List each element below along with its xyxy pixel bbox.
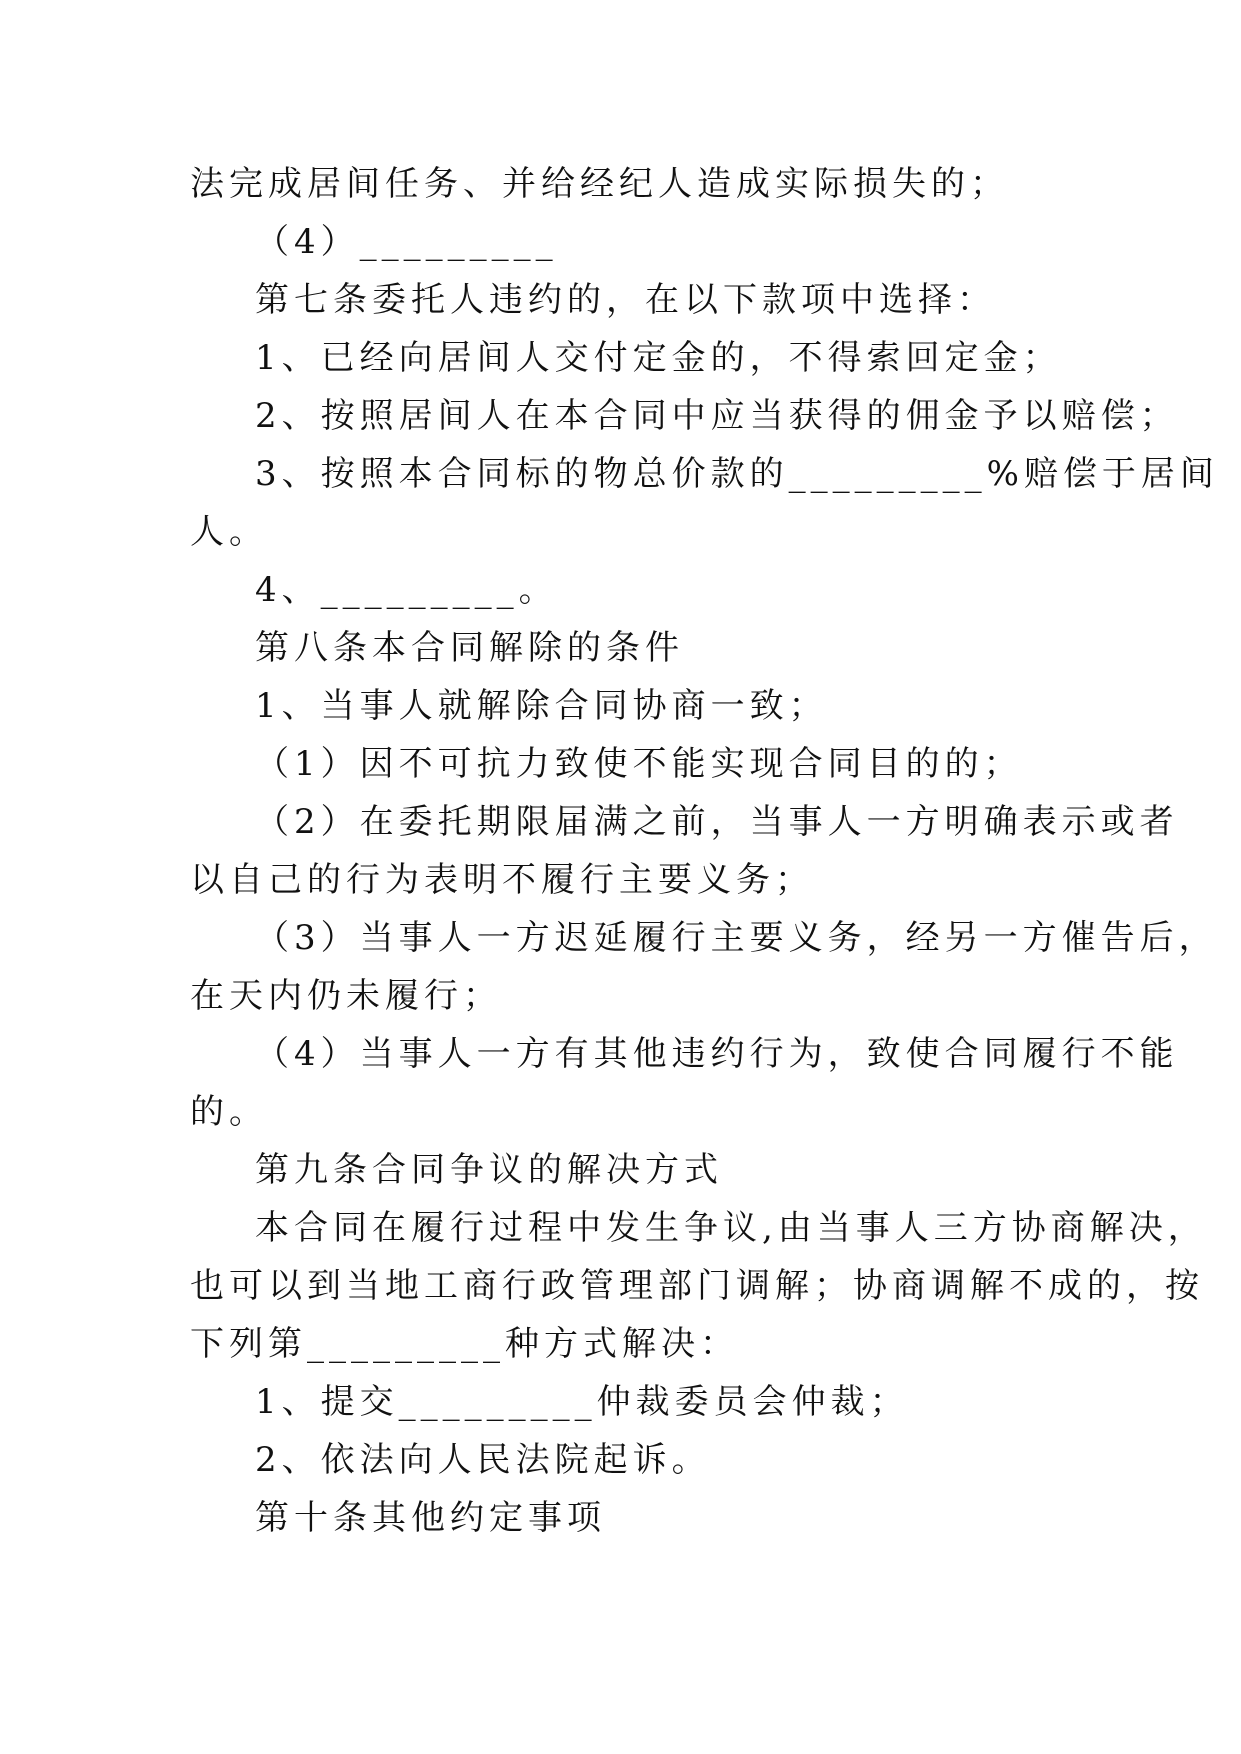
- text-line: （4）_________: [255, 222, 558, 262]
- text-line: 第七条委托人违约的，在以下款项中选择：: [255, 280, 996, 320]
- text-line: 下列第_________种方式解决：: [190, 1324, 739, 1364]
- text-line: 人。: [190, 512, 268, 552]
- text-line: 以自己的行为表明不履行主要义务；: [190, 860, 814, 900]
- text-line: 1、当事人就解除合同协商一致；: [255, 686, 828, 726]
- text-line: 1、已经向居间人交付定金的，不得索回定金；: [255, 338, 1062, 378]
- text-line: 2、依法向人民法院起诉。: [255, 1440, 711, 1480]
- text-line: （2）在委托期限届满之前，当事人一方明确表示或者: [255, 802, 1179, 842]
- text-line: 3、按照本合同标的物总价款的_________%赔偿于居间: [255, 454, 1219, 494]
- text-line: 本合同在履行过程中发生争议,由当事人三方协商解决，: [255, 1208, 1207, 1248]
- text-line: 第八条本合同解除的条件: [255, 628, 684, 668]
- text-line: 法完成居间任务、并给经纪人造成实际损失的；: [190, 164, 1009, 204]
- text-line: 2、按照居间人在本合同中应当获得的佣金予以赔偿；: [255, 396, 1179, 436]
- text-line: （3）当事人一方迟延履行主要义务，经另一方催告后，: [255, 918, 1218, 958]
- text-line: 在天内仍未履行；: [190, 976, 502, 1016]
- text-line: 也可以到当地工商行政管理部门调解；协商调解不成的，按: [190, 1266, 1204, 1306]
- text-line: （4）当事人一方有其他违约行为，致使合同履行不能: [255, 1034, 1179, 1074]
- text-line: （1）因不可抗力致使不能实现合同目的的；: [255, 744, 1023, 784]
- text-line: 4、_________。: [255, 570, 558, 610]
- text-line: 1、提交_________仲裁委员会仲裁；: [255, 1382, 909, 1422]
- text-line: 第九条合同争议的解决方式: [255, 1150, 723, 1190]
- text-line: 第十条其他约定事项: [255, 1498, 606, 1538]
- text-line: 的。: [190, 1092, 268, 1132]
